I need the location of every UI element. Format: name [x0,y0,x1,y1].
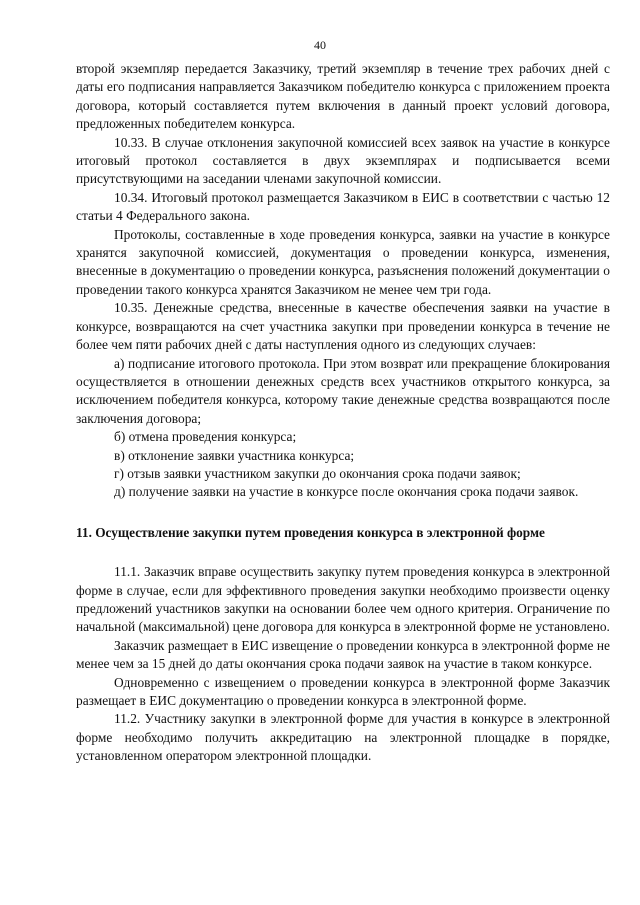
list-item-a: а) подписание итогового протокола. При этом возврат или прекращение блокирования осуществляется в отношении денежных средств всех участников открытого конкурса, за исключением победителя конкурса, которому такие денежные средства возвращаются после заключения договора; [76,355,610,426]
paragraph-10-33: 10.33. В случае отклонения закупочной комиссией всех заявок на участие в конкурсе итоговый протокол составляется в двух экземплярах и подписывается всеми присутствующими на заседании членами закупочной комиссии. [76,134,610,187]
paragraph-11-2: 11.2. Участнику закупки в электронной форме для участия в конкурсе в электронной форме необходимо получить аккредитацию на электронной площадке в порядке, установленном оператором электронной площадки. [76,711,610,764]
list-item-v: в) отклонение заявки участника конкурса; [114,447,355,463]
paragraph-10-34: 10.34. Итоговый протокол размещается Заказчиком в ЕИС в соответствии с частью 12 статьи 4 Федерального закона. [76,189,610,224]
paragraph: второй экземпляр передается Заказчику, третий экземпляр в течение трех рабочих дней с даты его подписания направляется Заказчиком победителю конкурса с приложением проекта договора, который составляется путем включения в данный проект условий договора, предложенных победителем конкурса. [76,61,610,132]
page-number: 40 [314,38,326,52]
paragraph-documentation: Одновременно с извещением о проведении конкурса в электронной форме Заказчик размещает в ЕИС документацию о проведении конкурса в электронной форме. [76,674,610,708]
list-item-d: д) получение заявки на участие в конкурсе после окончания срока подачи заявок. [114,484,579,500]
paragraph-10-35: 10.35. Денежные средства, внесенные в качестве обеспечения заявки на участие в конкурсе, возвращаются на счет участника закупки при проведении конкурса в течение не более чем пяти рабочих дней с даты наступления одного из следующих случаев: [76,300,610,353]
section-heading: 11. Осуществление закупки путем проведения конкурса в электронной форме [76,524,545,540]
paragraph-11-1: 11.1. Заказчик вправе осуществить закупку путем проведения конкурса в электронной форме в случае, если для эффективного проведения закупки необходимо произвести оценку предложений участников закупки на основании более чем одного критерия. Ограничение по начальной (максимальной) цене договора для конкурса в электронной форме не установлено. [76,564,610,635]
list-item-b: б) отмена проведения конкурса; [114,429,297,445]
document-body [76,60,610,766]
paragraph-notice: Заказчик размещает в ЕИС извещение о проведении конкурса в электронной форме не менее чем за 15 дней до даты окончания срока подачи заявок на участие в таком конкурсе. [76,637,610,672]
paragraph-protocols: Протоколы, составленные в ходе проведения конкурса, заявки на участие в конкурсе хранятся закупочной комиссией, документация о проведении конкурса, изменения, внесенные в документацию о проведении конкурса, разъяснения положений документации о проведении такого конкурса хранятся Заказчиком не менее чем три года. [76,226,610,297]
list-item-g: г) отзыв заявки участником закупки до окончания срока подачи заявок; [114,465,521,481]
